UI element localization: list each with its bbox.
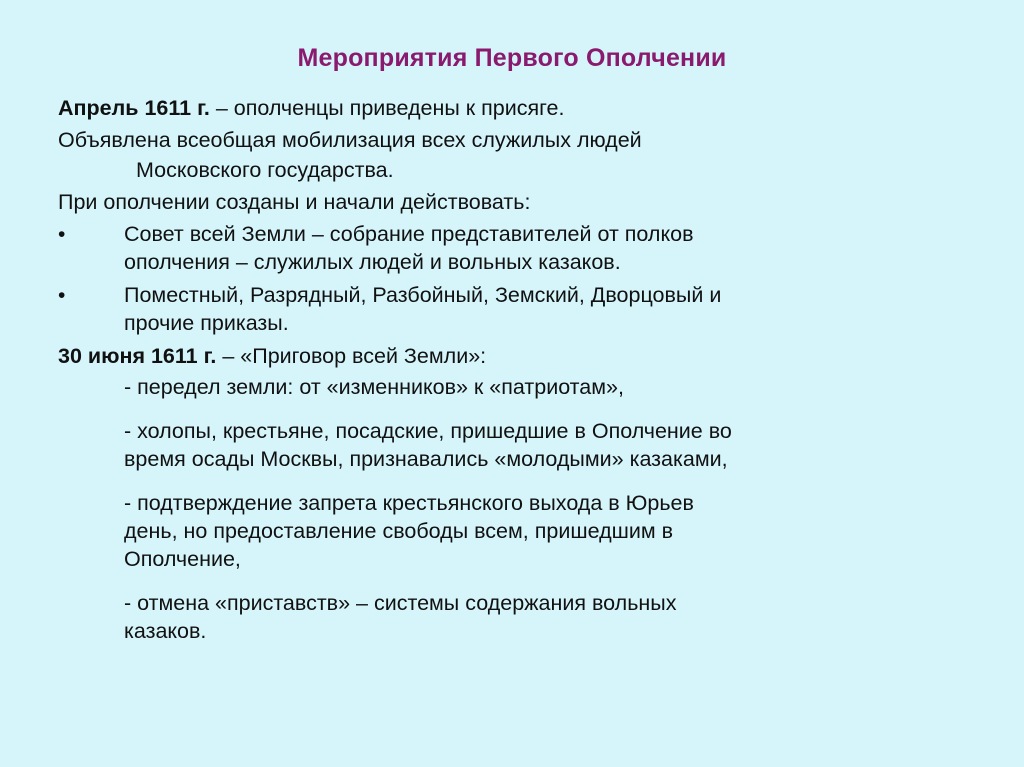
sub-item-land-redistribution: - передел земли: от «изменников» к «патриотам», (124, 375, 624, 400)
date-june-1611: 30 июня 1611 г. (58, 343, 217, 368)
paragraph-april-1611 (58, 95, 984, 123)
list-item-line: Совет всей Земли – собрание представителей от полков (124, 221, 694, 246)
bullet-icon: • (58, 283, 66, 307)
sub-item-line: день, но предоставление свободы всем, пришедшим в (124, 519, 674, 544)
date-april-1611: Апрель 1611 г. (58, 96, 210, 120)
june-1611-text: – «Приговор всей Земли»: (216, 343, 487, 368)
sub-item-serfs (58, 418, 984, 474)
list-item-line: ополчения – служилых людей и вольных казаков. (124, 249, 621, 274)
bullet-icon: • (58, 222, 66, 246)
list-item-line: прочие приказы. (124, 310, 289, 335)
sub-item-line: - отмена «приставств» – системы содержания вольных (124, 591, 677, 616)
paragraph-june-1611 (58, 343, 984, 371)
list-item (58, 221, 984, 277)
sub-item-line: - холопы, крестьяне, посадские, пришедшие в Ополчение во (124, 419, 732, 444)
page-title: Мероприятия Первого Ополчении (297, 44, 727, 72)
list-item-text (124, 221, 984, 277)
april-1611-text: – ополченцы приведены к присяге. (209, 96, 565, 120)
sub-item-line: время осады Москвы, признавались «молодыми» казаками, (124, 447, 728, 472)
slide-body (40, 95, 984, 646)
sub-item-line: Ополчение, (124, 547, 241, 572)
list-item-text (124, 282, 984, 338)
paragraph-created-bodies: При ополчении созданы и начали действовать: (58, 189, 531, 214)
list-item-line: Поместный, Разрядный, Разбойный, Земский, Дворцовый и (124, 282, 722, 307)
sub-item-pristavstva (58, 590, 984, 646)
list-item (58, 282, 984, 338)
paragraph-mobilization-line1: Объявлена всеобщая мобилизация всех служилых людей (58, 127, 642, 152)
sub-item-line: казаков. (124, 619, 207, 643)
sub-item-line: - подтверждение запрета крестьянского выхода в Юрьев (124, 491, 694, 516)
paragraph-mobilization-line2: Московского государства. (136, 157, 394, 182)
sub-item-yuriev-day (58, 490, 984, 574)
